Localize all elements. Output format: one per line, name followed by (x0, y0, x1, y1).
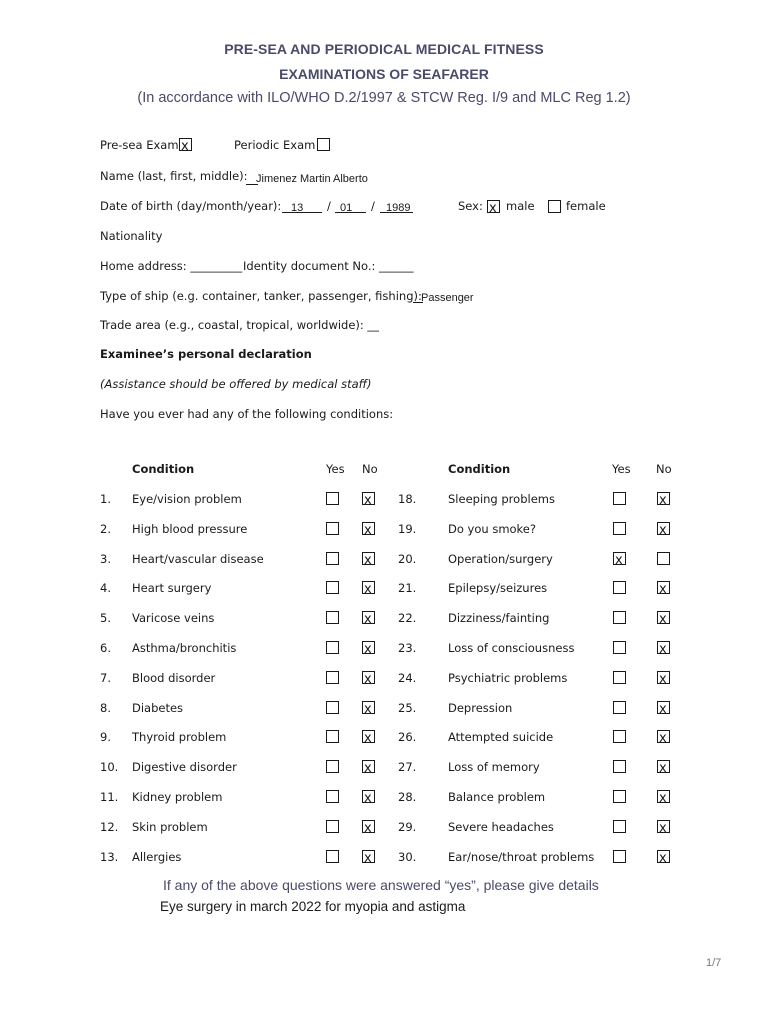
check-mark: x (364, 761, 372, 776)
left-col-condition-header: Condition (132, 462, 195, 476)
check-mark: x (364, 821, 372, 836)
form-title-line1: PRE-SEA AND PERIODICAL MEDICAL FITNESS (224, 41, 544, 57)
presea-exam-check-mark: x (181, 139, 189, 154)
dob-separator-2: / (371, 199, 375, 213)
row-number: 30. (398, 850, 417, 864)
check-mark: x (659, 702, 667, 717)
check-mark: x (364, 612, 372, 627)
condition-label: Balance problem (448, 790, 546, 804)
trade-area-label: Trade area (e.g., coastal, tropical, worldwide): __ (100, 318, 379, 332)
condition-label: Loss of consciousness (448, 641, 575, 655)
condition-label: Heart surgery (132, 581, 212, 595)
condition-label: Sleeping problems (448, 492, 555, 506)
row-number: 18. (398, 492, 417, 506)
left-col-no-header: No (362, 462, 378, 476)
declaration-heading: Examinee’s personal declaration (100, 347, 312, 361)
periodic-exam-checkbox[interactable] (317, 138, 330, 151)
row-number: 2. (100, 522, 111, 536)
right-col-condition-header: Condition (448, 462, 511, 476)
ship-type-value[interactable]: Passenger (421, 292, 474, 304)
yes-checkbox[interactable] (326, 820, 339, 833)
yes-checkbox[interactable] (613, 850, 626, 863)
check-mark: x (364, 553, 372, 568)
row-number: 5. (100, 611, 111, 625)
yes-checkbox[interactable] (613, 760, 626, 773)
check-mark: x (364, 851, 372, 866)
no-checkbox[interactable] (657, 552, 670, 565)
row-number: 26. (398, 730, 417, 744)
sex-label: Sex: (458, 199, 483, 213)
name-label: Name (last, first, middle): (100, 169, 248, 183)
yes-checkbox[interactable] (326, 581, 339, 594)
details-answer[interactable]: Eye surgery in march 2022 for myopia and astigma (160, 899, 466, 914)
condition-label: Psychiatric problems (448, 671, 568, 685)
page-number: 1/7 (706, 957, 722, 969)
row-number: 22. (398, 611, 417, 625)
row-number: 1. (100, 492, 111, 506)
dob-day-value[interactable]: 13 (291, 202, 304, 214)
yes-checkbox[interactable] (326, 730, 339, 743)
check-mark: x (659, 642, 667, 657)
yes-checkbox[interactable] (613, 820, 626, 833)
right-col-yes-header: Yes (612, 462, 631, 476)
condition-label: Depression (448, 701, 513, 715)
conditions-question: Have you ever had any of the following conditions: (100, 407, 394, 421)
yes-checkbox[interactable] (326, 850, 339, 863)
yes-checkbox[interactable] (326, 611, 339, 624)
yes-checkbox[interactable] (326, 552, 339, 565)
row-number: 4. (100, 581, 111, 595)
condition-label: Allergies (132, 850, 182, 864)
row-number: 29. (398, 820, 417, 834)
row-number: 21. (398, 581, 417, 595)
condition-label: Do you smoke? (448, 522, 536, 536)
sex-female-checkbox[interactable] (548, 200, 561, 213)
check-mark: x (364, 582, 372, 597)
check-mark: x (364, 791, 372, 806)
check-mark: x (659, 791, 667, 806)
yes-checkbox[interactable] (613, 790, 626, 803)
row-number: 25. (398, 701, 417, 715)
right-col-no-header: No (656, 462, 672, 476)
check-mark: x (364, 672, 372, 687)
home-address-label: Home address: _________ (100, 259, 243, 273)
yes-checkbox[interactable] (613, 581, 626, 594)
periodic-exam-label: Periodic Exam (234, 138, 316, 152)
check-mark: x (659, 821, 667, 836)
condition-label: Epilepsy/seizures (448, 581, 548, 595)
form-title-line2: EXAMINATIONS OF SEAFARER (279, 66, 489, 82)
condition-label: Heart/vascular disease (132, 552, 264, 566)
details-question: If any of the above questions were answered “yes”, please give details (163, 877, 599, 893)
row-number: 9. (100, 730, 111, 744)
yes-checkbox[interactable] (326, 522, 339, 535)
condition-label: Loss of memory (448, 760, 540, 774)
condition-label: Blood disorder (132, 671, 216, 685)
condition-label: Skin problem (132, 820, 208, 834)
condition-label: Eye/vision problem (132, 492, 242, 506)
condition-label: Varicose veins (132, 611, 215, 625)
sex-male-label: male (506, 199, 535, 213)
row-number: 10. (100, 760, 119, 774)
row-number: 7. (100, 671, 111, 685)
yes-checkbox[interactable] (326, 790, 339, 803)
yes-checkbox[interactable] (613, 492, 626, 505)
check-mark: x (659, 731, 667, 746)
condition-label: Operation/surgery (448, 552, 553, 566)
name-value[interactable]: Jimenez Martin Alberto (256, 173, 368, 185)
condition-label: Digestive disorder (132, 760, 237, 774)
declaration-note: (Assistance should be offered by medical staff) (100, 377, 372, 391)
sex-male-check-mark: x (489, 201, 497, 216)
check-mark: x (364, 493, 372, 508)
yes-checkbox[interactable] (326, 760, 339, 773)
check-mark: x (659, 523, 667, 538)
check-mark: x (659, 851, 667, 866)
condition-label: Asthma/bronchitis (132, 641, 237, 655)
check-mark: x (364, 702, 372, 717)
row-number: 13. (100, 850, 119, 864)
condition-label: Severe headaches (448, 820, 554, 834)
yes-checkbox[interactable] (613, 701, 626, 714)
nationality-label: Nationality (100, 229, 163, 243)
yes-checkbox[interactable] (613, 522, 626, 535)
check-mark: x (364, 731, 372, 746)
row-number: 28. (398, 790, 417, 804)
check-mark: x (659, 582, 667, 597)
check-mark: x (364, 642, 372, 657)
form-subtitle: (In accordance with ILO/WHO D.2/1997 & STCW Reg. I/9 and MLC Reg 1.2) (137, 90, 631, 106)
yes-checkbox[interactable] (326, 492, 339, 505)
yes-checkbox[interactable] (613, 671, 626, 684)
condition-label: High blood pressure (132, 522, 248, 536)
row-number: 23. (398, 641, 417, 655)
dob-label: Date of birth (day/month/year): (100, 199, 282, 213)
condition-label: Attempted suicide (448, 730, 554, 744)
row-number: 11. (100, 790, 119, 804)
row-number: 24. (398, 671, 417, 685)
yes-checkbox[interactable] (613, 730, 626, 743)
yes-checkbox[interactable] (613, 641, 626, 654)
row-number: 27. (398, 760, 417, 774)
sex-female-label: female (566, 199, 606, 213)
row-number: 6. (100, 641, 111, 655)
row-number: 3. (100, 552, 111, 566)
condition-label: Diabetes (132, 701, 184, 715)
check-mark: x (659, 761, 667, 776)
ship-type-label: Type of ship (e.g. container, tanker, passenger, fishing): (100, 289, 422, 303)
row-number: 8. (100, 701, 111, 715)
presea-exam-label: Pre-sea Exam (100, 138, 179, 152)
condition-label: Dizziness/fainting (448, 611, 550, 625)
check-mark: x (659, 672, 667, 687)
yes-checkbox[interactable] (326, 641, 339, 654)
condition-label: Thyroid problem (132, 730, 227, 744)
check-mark: x (615, 553, 623, 568)
check-mark: x (659, 493, 667, 508)
check-mark: x (659, 612, 667, 627)
yes-checkbox[interactable] (613, 611, 626, 624)
yes-checkbox[interactable] (326, 701, 339, 714)
yes-checkbox[interactable] (326, 671, 339, 684)
row-number: 12. (100, 820, 119, 834)
row-number: 19. (398, 522, 417, 536)
condition-label: Kidney problem (132, 790, 223, 804)
left-col-yes-header: Yes (326, 462, 345, 476)
identity-document-label: Identity document No.: ______ (243, 259, 414, 273)
dob-year-value[interactable]: 1989 (386, 202, 411, 214)
check-mark: x (364, 523, 372, 538)
dob-month-value[interactable]: 01 (340, 202, 353, 214)
dob-separator-1: / (327, 199, 331, 213)
row-number: 20. (398, 552, 417, 566)
condition-label: Ear/nose/throat problems (448, 850, 595, 864)
